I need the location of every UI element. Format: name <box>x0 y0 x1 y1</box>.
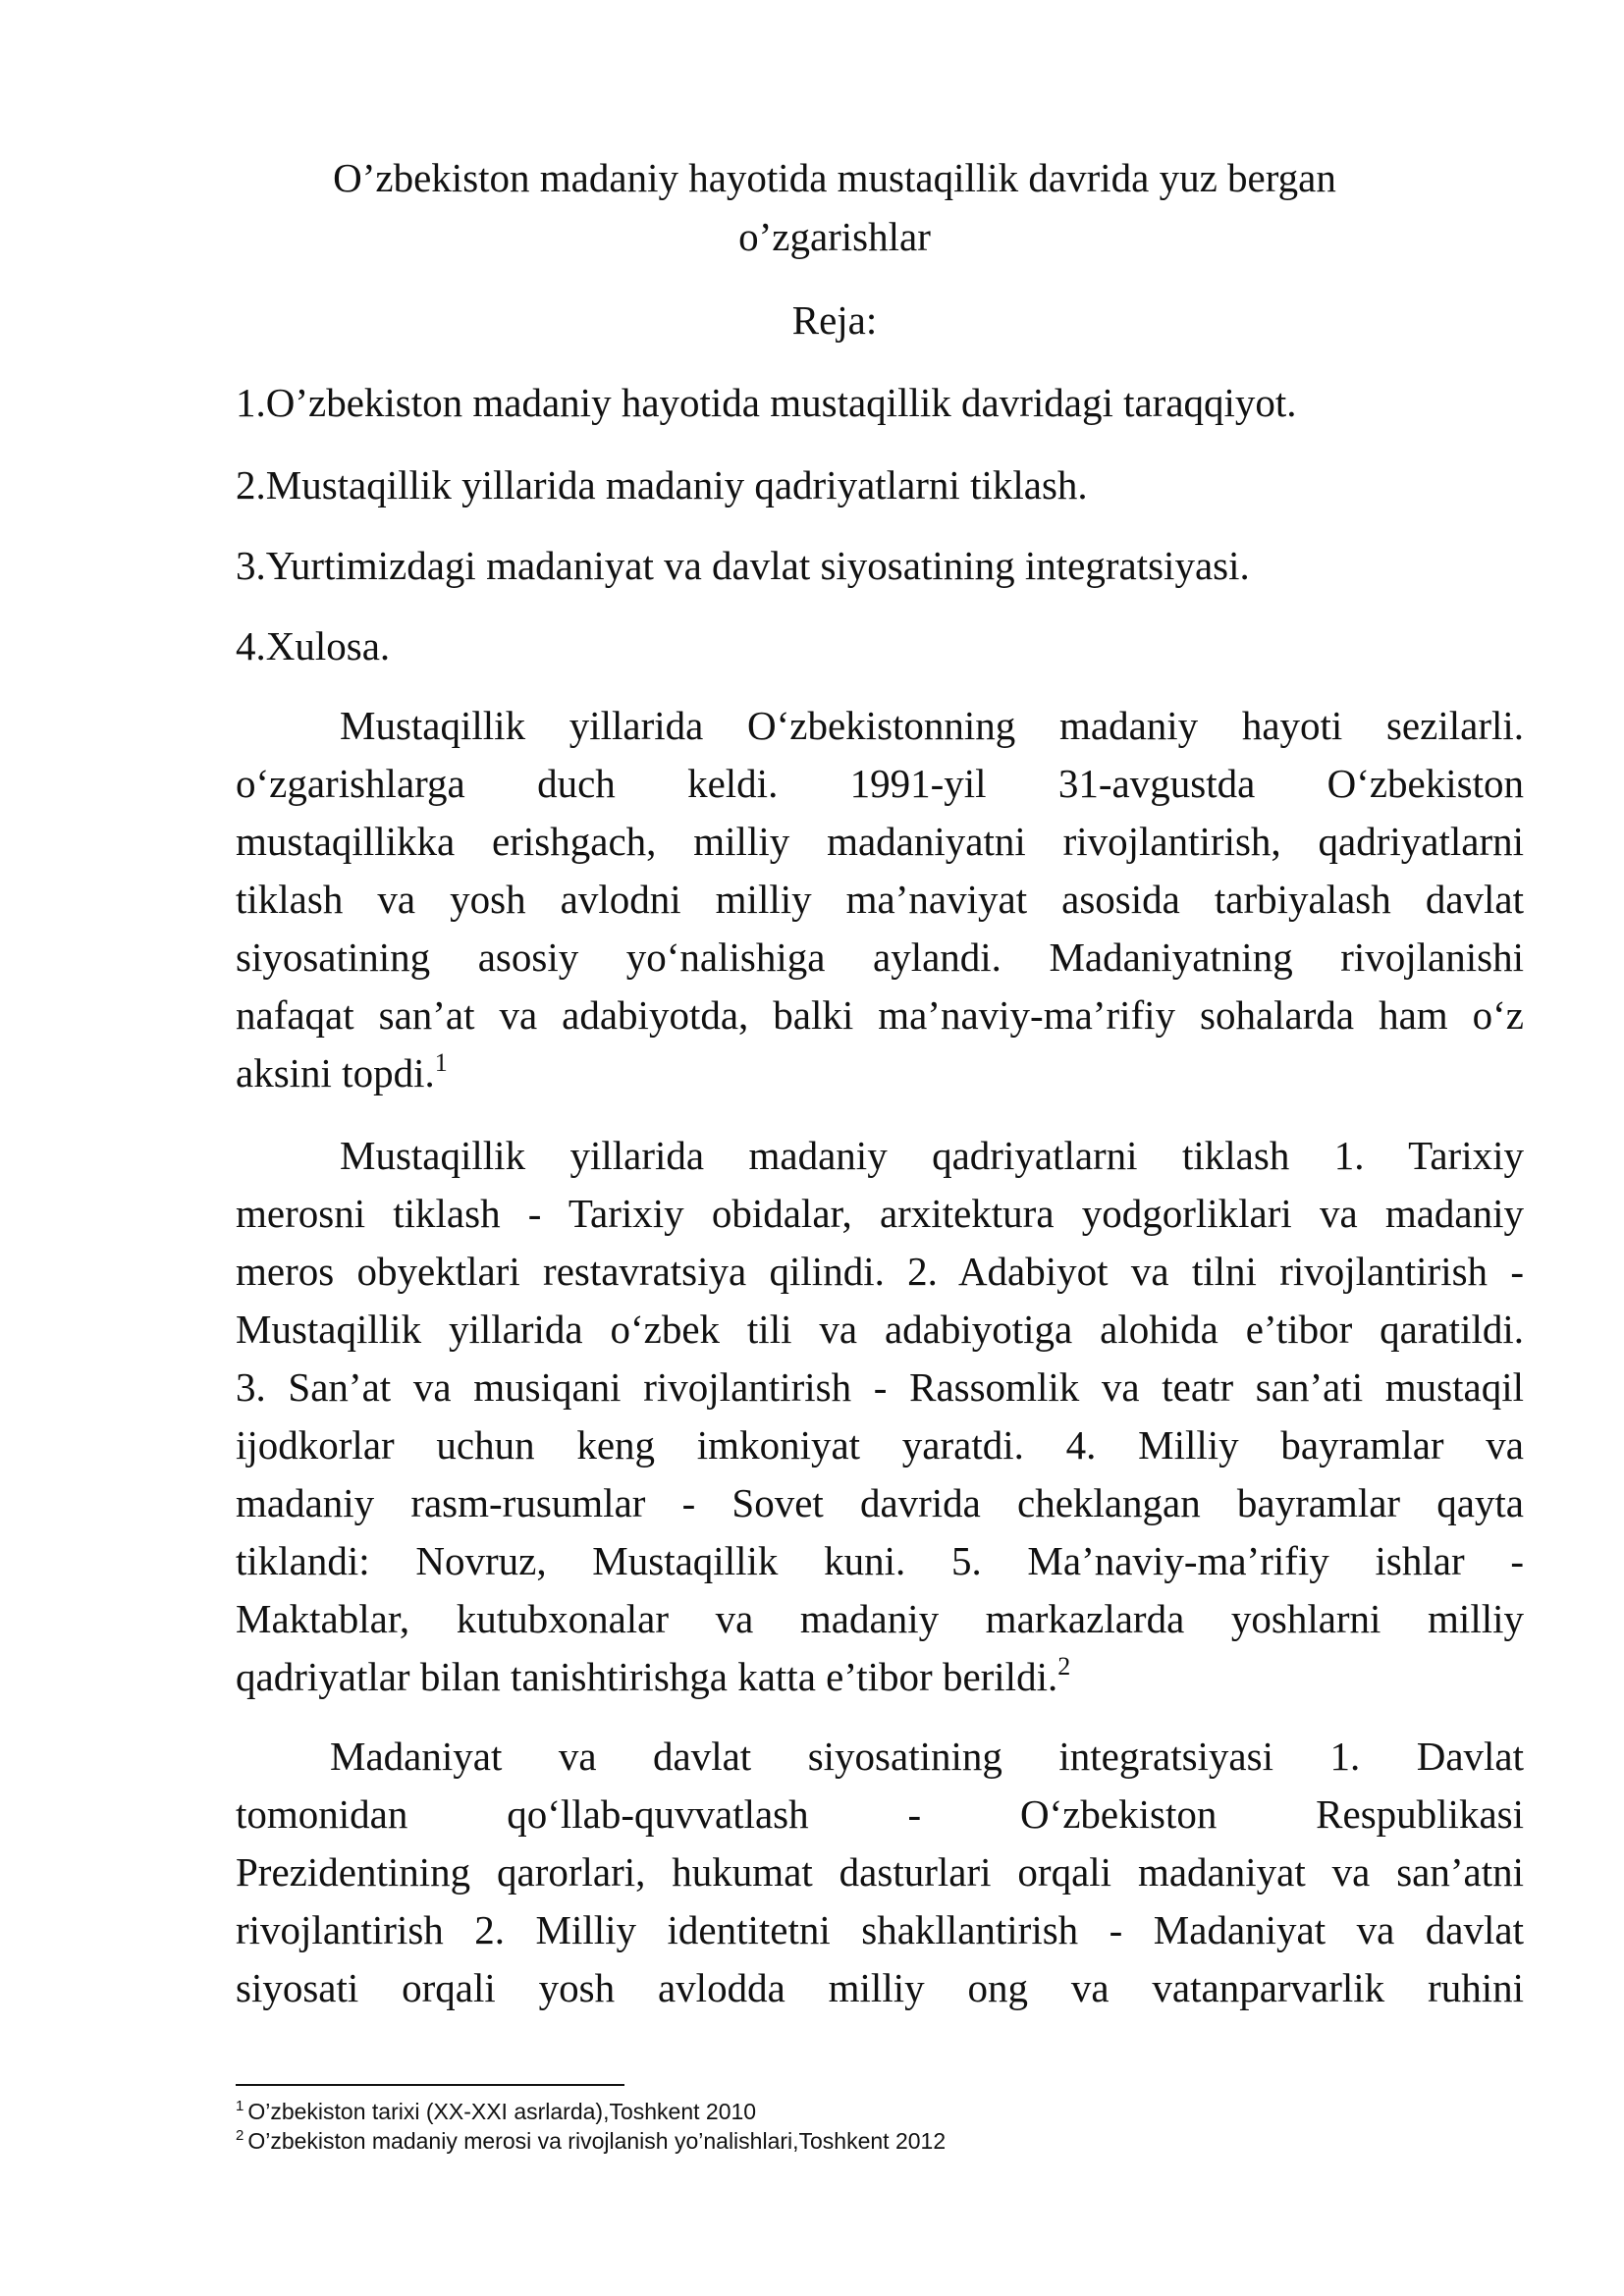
paragraph-restoring-values <box>236 1127 1524 1706</box>
paragraph-line: tiklash va yosh avlodni milliy ma’naviyat asosida tarbiyalash davlat <box>236 877 1524 922</box>
plan-heading: Reja: <box>791 297 878 343</box>
paragraph-line: Prezidentining qarorlari, hukumat dasturlari orqali madaniyat va san’atni <box>236 1849 1524 1895</box>
paragraph-line: ijodkorlar uchun keng imkoniyat yaratdi. 4. Milliy bayramlar va <box>236 1422 1524 1468</box>
document-title-line-1: O’zbekiston madaniy hayotida mustaqillik davrida yuz bergan <box>333 155 1336 200</box>
footnote-text: O’zbekiston madaniy merosi va rivojlanish yo’nalishlari,Toshkent 2012 <box>247 2128 947 2154</box>
paragraph-line: siyosatining asosiy yo‘nalishiga aylandi. Madaniyatning rivojlanishi <box>236 934 1524 980</box>
footnote-reference-1[interactable]: 1 <box>434 1048 448 1077</box>
footnote-separator <box>236 2084 624 2086</box>
plan-item-4: 4.Xulosa. <box>236 623 391 668</box>
paragraph-line: 3. San’at va musiqani rivojlantirish - Rassomlik va teatr san’ati mustaqil <box>236 1364 1524 1410</box>
paragraph-line: tiklandi: Novruz, Mustaqillik kuni. 5. Ma’naviy-ma’rifiy ishlar - <box>236 1538 1524 1583</box>
paragraph-line: Mustaqillik yillarida O‘zbekistonning madaniy hayoti sezilarli. <box>340 703 1524 748</box>
footnote-reference-2[interactable]: 2 <box>1057 1652 1071 1681</box>
paragraph-line: Madaniyat va davlat siyosatining integratsiyasi 1. Davlat <box>330 1734 1524 1779</box>
paragraph-last-line <box>236 1044 1524 1102</box>
paragraph-line: Mustaqillik yillarida o‘zbek tili va adabiyotiga alohida e’tibor qaratildi. <box>236 1307 1524 1352</box>
paragraph-line: rivojlantirish 2. Milliy identitetni shakllantirish - Madaniyat va davlat <box>236 1907 1524 1952</box>
paragraph-line-text: qadriyatlar bilan tanishtirishga katta e’tibor berildi. <box>236 1654 1058 1699</box>
footnote-number: 1 <box>236 2098 244 2114</box>
paragraph-cultural-life <box>236 697 1524 1102</box>
paragraph-last-line <box>236 1648 1524 1706</box>
footnote-number: 2 <box>236 2127 244 2144</box>
footnote-text: O’zbekiston tarixi (XX-XXI asrlarda),Toshkent 2010 <box>247 2099 757 2124</box>
plan-item-1: 1.O’zbekiston madaniy hayotida mustaqillik davridagi taraqqiyot. <box>236 380 1297 425</box>
paragraph-line: Maktablar, kutubxonalar va madaniy markazlarda yoshlarni milliy <box>236 1596 1524 1641</box>
paragraph-line: Mustaqillik yillarida madaniy qadriyatlarni tiklash 1. Tarixiy <box>340 1133 1524 1178</box>
paragraph-line-text: aksini topdi. <box>236 1050 435 1095</box>
footnote-2 <box>236 2126 1512 2156</box>
paragraph-line: mustaqillikka erishgach, milliy madaniyatni rivojlantirish, qadriyatlarni <box>236 819 1524 864</box>
paragraph-line: nafaqat san’at va adabiyotda, balki ma’naviy-ma’rifiy sohalarda ham o‘z <box>236 992 1524 1038</box>
paragraph-culture-policy <box>236 1728 1524 2017</box>
paragraph-line: siyosati orqali yosh avlodda milliy ong va vatanparvarlik ruhini <box>236 1965 1524 2010</box>
paragraph-line: o‘zgarishlarga duch keldi. 1991-yil 31-avgustda O‘zbekiston <box>236 761 1524 806</box>
paragraph-line: madaniy rasm-rusumlar - Sovet davrida cheklangan bayramlar qayta <box>236 1480 1524 1525</box>
footnote-1 <box>236 2097 1512 2126</box>
paragraph-line: merosni tiklash - Tarixiy obidalar, arxitektura yodgorliklari va madaniy <box>236 1191 1524 1236</box>
paragraph-line: tomonidan qo‘llab-quvvatlash - O‘zbekiston Respublikasi <box>236 1791 1524 1837</box>
document-title-line-2: o’zgarishlar <box>738 214 931 259</box>
plan-item-3: 3.Yurtimizdagi madaniyat va davlat siyosatining integratsiyasi. <box>236 543 1250 588</box>
plan-item-2: 2.Mustaqillik yillarida madaniy qadriyatlarni tiklash. <box>236 462 1088 507</box>
paragraph-line: meros obyektlari restavratsiya qilindi. 2. Adabiyot va tilni rivojlantirish - <box>236 1249 1524 1294</box>
